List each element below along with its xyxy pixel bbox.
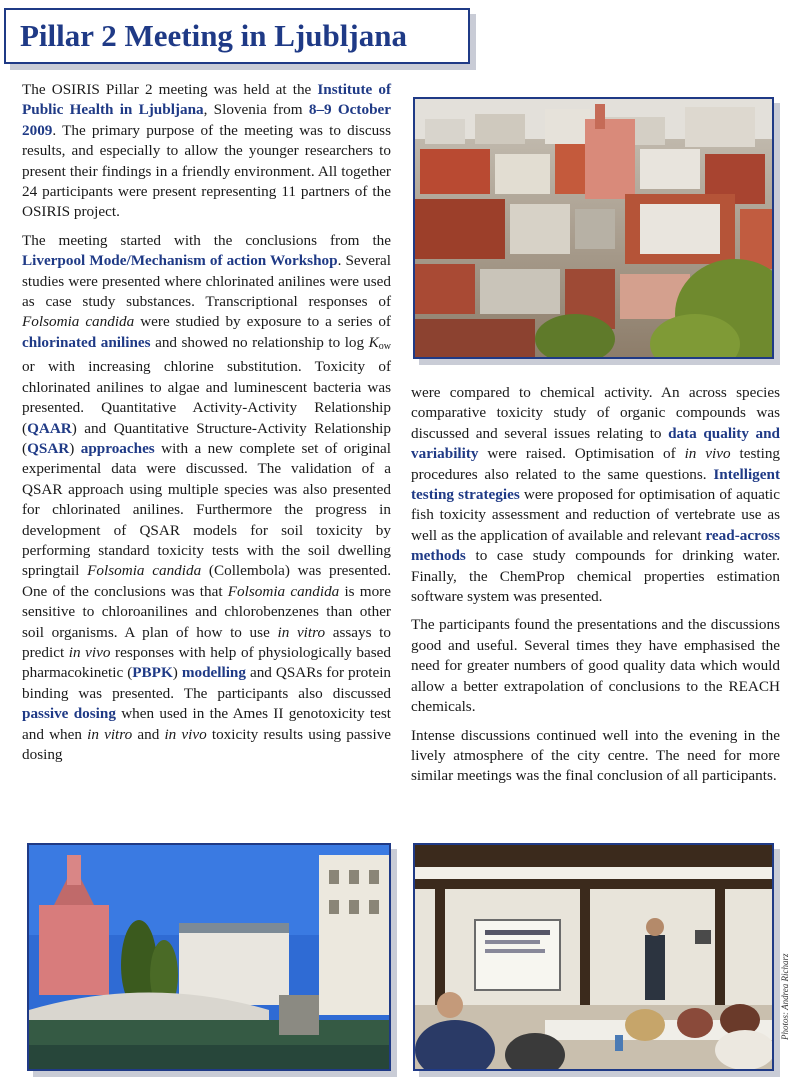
photo-aerial-city <box>413 97 774 359</box>
photo-meeting-room <box>413 843 774 1071</box>
title-box <box>4 8 470 64</box>
paragraph-feedback: The participants found the presentations and the discussions good and useful. Several times they have emphasised the need for greater numbers of good quality data which would allow a better extrapolation of conclusions to the REACH chemicals. <box>411 616 780 716</box>
highlight-qsar: QSAR <box>27 439 70 457</box>
highlight-passive-dosing: passive dosing <box>22 705 116 723</box>
highlight-qaar: QAAR <box>27 419 72 437</box>
highlight-testing-strategies: Intelligent testing strategies <box>411 465 780 504</box>
paragraph-intro: The OSIRIS Pillar 2 meeting was held at the Institute of Public Health in Ljubljana, Slovenia from 8–9 October 2009. The primary purpose of the meeting was to discuss results, and especially to allow the younger researchers to present their findings in a friendly environment. All together 24 participants were present representing 11 partners of the OSIRIS project. <box>22 81 392 221</box>
highlight-modelling: modelling <box>181 664 246 682</box>
photo-river-church <box>27 843 391 1071</box>
highlight-pbpk: PBPK <box>132 664 173 682</box>
highlight-institute: Institute of Public Health in Ljubljana <box>22 81 391 119</box>
page-title: Pillar 2 Meeting in Ljubljana <box>20 18 407 53</box>
highlight-approaches: approaches <box>80 439 155 457</box>
text-column-right <box>411 383 780 795</box>
highlight-read-across: read-across methods <box>411 526 780 565</box>
highlight-dates: 8–9 October 2009 <box>22 101 392 139</box>
paragraph-studies: The meeting started with the conclusions from the Liverpool Mode/Mechanism of action Workshop. Several studies were presented where chlorinated anilines were used as case study substances. Transcriptional responses of Folsomia candida were studied by exposure to a series of chlorinated anilines and showed no relationship to $\log K_{ow}$ or with increasing chlorine substitution. Toxicity of chlorinated anilines to algae and luminescent bacteria was presented. Quantitative Activity-Activity Relationship (QAAR) and Quantitative Structure-Activity Relationship (QSAR) approaches with a new complete set of original experimental data were discussed. The validation of a QSAR approach using multiple species was also presented for chlorinated anilines. Furthermore the progress in development of QSAR models for soil toxicity by performing standard toxicity tests with the soil dwelling springtail Folsomia candida (Collembola) was presented. One of the conclusions was that Folsomia candida is more sensitive to chloroanilines and chlorobenzenes than other soil organisms. A plan of how to use in vitro assays to predict in vivo responses with help of physiologically based pharmacokinetic (PBPK) modelling and QSARs for protein binding was presented. The participants also discussed passive dosing when used in the Ames II genotoxicity test and when in vitro and in vivo toxicity results using passive dosing <box>22 231 392 763</box>
paragraph-continued: were compared to chemical activity. An across species comparative toxicity study of organic compounds was discussed and several issues relating to data quality and variability were raised. Optimisation of in vivo testing procedures also related to the same questions. Intelligent testing strategies were proposed for optimisation of aquatic fish toxicity assessment and reduction of vertebrate use as well as the application of available and relevant read-across methods to case study compounds for drinking water. Finally, the ChemProp chemical properties estimation software system was presented. <box>411 384 781 606</box>
text-column-left <box>22 80 391 773</box>
highlight-anilines: chlorinated anilines <box>22 333 151 351</box>
highlight-workshop: Liverpool Mode/Mechanism of action Workshop <box>22 252 338 270</box>
highlight-data-quality: data quality and variability <box>411 424 780 463</box>
paragraph-conclusion: Intense discussions continued well into the evening in the lively atmosphere of the city centre. The need for more similar meetings was the final conclusion of all participants. <box>411 726 780 785</box>
photo-credit: Photos: Andrea Richarz <box>780 953 790 1040</box>
